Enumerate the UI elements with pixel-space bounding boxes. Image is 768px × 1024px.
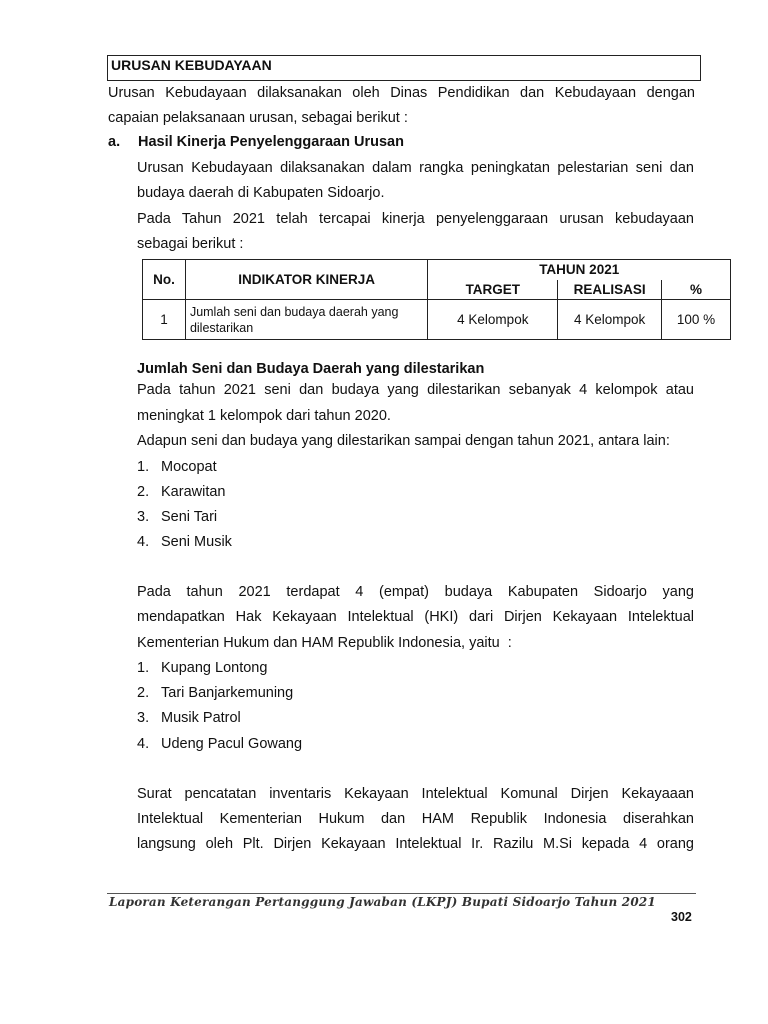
footer-title: Laporan Keterangan Pertanggung Jawaban (LKPJ) Bupati Sidoarjo Tahun 2021 xyxy=(109,895,656,909)
cell-persen: 100 % xyxy=(662,300,731,340)
header-indikator: INDIKATOR KINERJA xyxy=(185,260,427,300)
para3-line-3: langsung oleh Plt. Dirjen Kekayaan Intelektual Ir. Razilu M.Si kepada 4 orang xyxy=(137,836,694,852)
para2-line-1: Pada tahun 2021 terdapat 4 (empat) budaya Kabupaten Sidoarjo yang xyxy=(137,584,694,600)
list-item-number: 1. xyxy=(137,660,150,676)
list-item: Seni Musik xyxy=(161,534,232,550)
list-item-number: 2. xyxy=(137,685,150,701)
section-title: URUSAN KEBUDAYAAN xyxy=(107,55,701,81)
sub-a-marker: a. xyxy=(108,134,121,150)
header-persen: % xyxy=(662,280,731,300)
list-item-number: 1. xyxy=(137,459,150,475)
sub-a-p1-line-1: Urusan Kebudayaan dilaksanakan dalam rangka peningkatan pelestarian seni dan xyxy=(137,160,694,176)
header-realisasi: REALISASI xyxy=(558,280,662,300)
cell-target: 4 Kelompok xyxy=(428,300,558,340)
list-item-number: 3. xyxy=(137,710,150,726)
intro-line-1: Urusan Kebudayaan dilaksanakan oleh Dinas Pendidikan dan Kebudayaan dengan xyxy=(108,85,695,101)
sub-a-p2-line-2: sebagai berikut : xyxy=(137,236,244,252)
list-item: Mocopat xyxy=(161,459,217,475)
sub-heading: Jumlah Seni dan Budaya Daerah yang dilestarikan xyxy=(137,361,485,377)
cell-no: 1 xyxy=(143,300,186,340)
list-item-number: 4. xyxy=(137,534,150,550)
cell-realisasi: 4 Kelompok xyxy=(558,300,662,340)
para3-line-1: Surat pencatatan inventaris Kekayaan Intelektual Komunal Dirjen Kekayaaan xyxy=(137,786,694,802)
para1-line-2: meningkat 1 kelompok dari tahun 2020. xyxy=(137,408,391,424)
intro-line-2: capaian pelaksanaan urusan, sebagai berikut : xyxy=(108,110,408,126)
header-tahun: TAHUN 2021 xyxy=(428,260,731,280)
table-row xyxy=(143,300,731,340)
para3-line-2: Intelektual Kementerian Hukum dan HAM Republik Indonesia diserahkan xyxy=(137,811,694,827)
header-target: TARGET xyxy=(428,280,558,300)
para1-line-1: Pada tahun 2021 seni dan budaya yang dilestarikan sebanyak 4 kelompok atau xyxy=(137,382,694,398)
list-item: Udeng Pacul Gowang xyxy=(161,736,303,752)
header-no: No. xyxy=(143,260,186,300)
list-item-number: 3. xyxy=(137,509,150,525)
sub-a-p1-line-2: budaya daerah di Kabupaten Sidoarjo. xyxy=(137,185,385,201)
sub-a-heading: Hasil Kinerja Penyelenggaraan Urusan xyxy=(138,134,404,150)
list-item: Tari Banjarkemuning xyxy=(161,685,294,701)
sub-a-p2-line-1: Pada Tahun 2021 telah tercapai kinerja penyelenggaraan urusan kebudayaan xyxy=(137,211,694,227)
cell-indikator xyxy=(185,300,427,340)
para1-line-3: Adapun seni dan budaya yang dilestarikan sampai dengan tahun 2021, antara lain: xyxy=(137,433,670,449)
para2-line-2: mendapatkan Hak Kekayaan Intelektual (HKI) dari Dirjen Kekayaan Intelektual xyxy=(137,609,694,625)
cell-indikator-line-1: Jumlah seni dan budaya daerah yang xyxy=(189,304,399,319)
para2-line-3: Kementerian Hukum dan HAM Republik Indonesia, yaitu : xyxy=(137,635,512,651)
list-item: Kupang Lontong xyxy=(161,660,268,676)
list-item: Musik Patrol xyxy=(161,710,241,726)
kinerja-table xyxy=(142,259,731,340)
page-number: 302 xyxy=(671,910,692,924)
list-item: Seni Tari xyxy=(161,509,218,525)
list-item: Karawitan xyxy=(161,484,226,500)
cell-indikator-line-2: dilestarikan xyxy=(189,320,254,335)
list-item-number: 4. xyxy=(137,736,150,752)
list-item-number: 2. xyxy=(137,484,150,500)
